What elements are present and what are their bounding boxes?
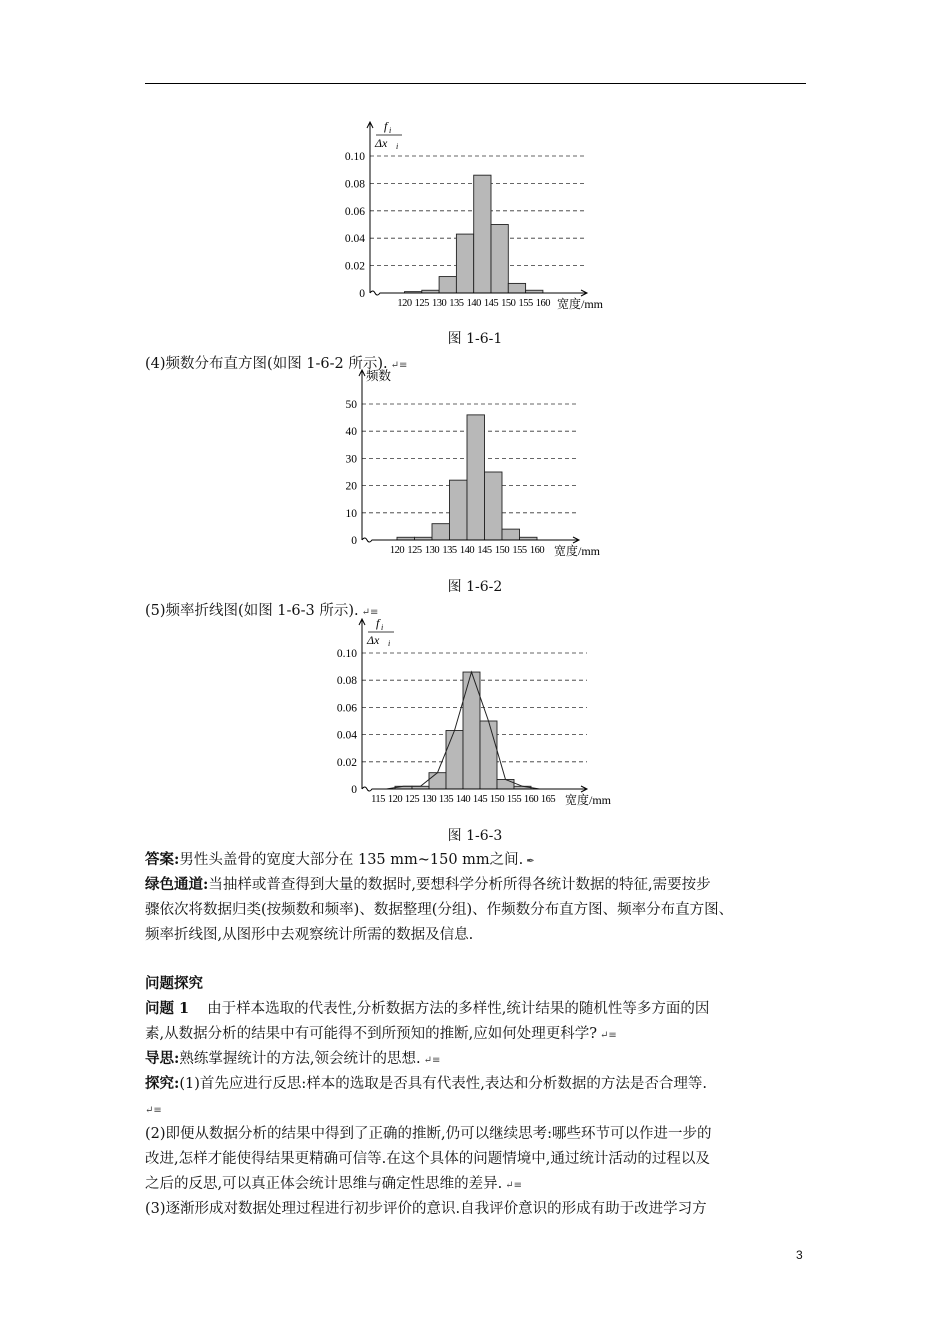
y-axis-label-denominator-sub: i xyxy=(388,639,391,648)
para-2-line-3: 之后的反思,可以真正体会统计思维与确定性思维的差异. ↵≡ xyxy=(145,1176,522,1192)
figure-caption-2: 图 1-6-2 xyxy=(447,579,503,595)
y-tick-label: 0.04 xyxy=(336,729,357,742)
y-tick-label: 0 xyxy=(359,288,365,300)
y-tick-label: 0.10 xyxy=(336,648,357,660)
histogram-bar xyxy=(508,283,525,293)
histogram-bar xyxy=(485,472,503,540)
guide-line: 导思:熟练掌握统计的方法,领会统计的思想. ↵≡ xyxy=(145,1050,441,1067)
y-tick-label: 0.02 xyxy=(344,260,365,273)
y-tick-label: 0.06 xyxy=(336,702,357,715)
y-tick-label: 0.06 xyxy=(344,205,365,218)
x-tick-label: 145 xyxy=(483,298,499,309)
y-axis-label-denominator: Δx xyxy=(375,136,388,150)
green-line-2: 骤依次将数据归类(按频数和频率)、数据整理(分组)、作频数分布直方图、频率分布直方图、 xyxy=(145,902,734,918)
figure-caption-1: 图 1-6-1 xyxy=(447,331,503,347)
histogram-bar xyxy=(491,225,508,294)
x-tick-label: 140 xyxy=(459,545,475,556)
x-tick-label: 165 xyxy=(540,794,556,805)
chart-1-6-3-svg xyxy=(335,617,635,812)
para-2-line-1: (2)即便从数据分析的结果中得到了正确的推断,仍可以继续思考:哪些环节可以作进一步的 xyxy=(145,1126,712,1142)
y-tick-label: 0.10 xyxy=(344,151,365,163)
x-axis-label: 宽度/mm xyxy=(565,793,612,807)
x-tick-label: 135 xyxy=(442,545,457,556)
y-tick-label: 0.04 xyxy=(344,233,365,246)
x-tick-label: 155 xyxy=(506,794,522,805)
x-axis-label: 宽度/mm xyxy=(557,297,604,311)
x-tick-label: 155 xyxy=(518,298,533,309)
x-tick-label: 150 xyxy=(489,794,505,805)
y-axis-label-numerator: f xyxy=(384,120,388,133)
y-tick-label: 0 xyxy=(351,535,357,547)
y-tick-label: 0.02 xyxy=(336,756,357,769)
y-tick-label: 10 xyxy=(345,507,357,520)
histogram-bar xyxy=(429,773,446,789)
answer-line: 答案:男性头盖骨的宽度大部分在 135 mm~150 mm之间. ✒ xyxy=(145,851,535,868)
y-tick-label: 0 xyxy=(351,784,357,796)
histogram-bar xyxy=(467,415,485,540)
x-tick-label: 115 xyxy=(371,794,385,805)
y-axis-label-numerator: f xyxy=(376,617,380,630)
x-tick-label: 160 xyxy=(535,298,551,309)
histogram-bar xyxy=(497,779,514,789)
explore-line-1: 探究:(1)首先应进行反思:样本的选取是否具有代表性,表达和分析数据的方法是否合理等. xyxy=(145,1075,707,1092)
x-tick-label: 120 xyxy=(389,545,405,556)
green-line-3: 频率折线图,从图形中去观察统计所需的数据及信息. xyxy=(145,927,474,943)
x-tick-label: 125 xyxy=(404,794,420,805)
line-item-5: (5)频率折线图(如图 1-6-3 所示). ↵≡ xyxy=(145,603,379,619)
chart-1-6-1-svg xyxy=(335,120,635,315)
x-tick-label: 125 xyxy=(407,545,422,556)
y-axis-label-denominator-sub: i xyxy=(396,142,399,151)
section-heading: 问题探究 xyxy=(145,975,203,992)
para-3-line-1: (3)逐渐形成对数据处理过程进行初步评价的意识.自我评价意识的形成有助于改进学习方 xyxy=(145,1201,707,1217)
chart-1-6-3 xyxy=(335,617,635,812)
x-tick-label: 130 xyxy=(424,545,440,556)
histogram-bar xyxy=(446,731,463,789)
y-tick-label: 0.08 xyxy=(336,675,357,688)
histogram-bar xyxy=(439,277,456,293)
x-tick-label: 140 xyxy=(455,794,471,805)
histogram-bar xyxy=(456,234,473,293)
x-tick-label: 160 xyxy=(529,545,545,556)
x-tick-label: 130 xyxy=(431,298,447,309)
x-tick-label: 135 xyxy=(438,794,454,805)
x-tick-label: 155 xyxy=(512,545,527,556)
x-tick-label: 130 xyxy=(421,794,437,805)
y-axis-label-numerator-sub: i xyxy=(389,126,392,135)
x-tick-label: 150 xyxy=(494,545,510,556)
y-tick-label: 30 xyxy=(345,453,357,466)
histogram-bar xyxy=(474,175,491,293)
x-tick-label: 145 xyxy=(477,545,492,556)
chart-1-6-2 xyxy=(335,368,635,560)
green-line-1: 绿色通道:当抽样或普查得到大量的数据时,要想科学分析所得各统计数据的特征,需要按步 xyxy=(145,876,711,893)
y-axis-label-numerator-sub: i xyxy=(381,623,384,632)
x-axis-label: 宽度/mm xyxy=(554,544,601,558)
histogram-bar xyxy=(450,480,468,540)
y-tick-label: 20 xyxy=(345,480,357,493)
x-tick-label: 120 xyxy=(387,794,403,805)
y-axis-label-denominator: Δx xyxy=(367,633,380,647)
x-tick-label: 145 xyxy=(472,794,488,805)
figure-caption-3: 图 1-6-3 xyxy=(447,828,503,844)
x-tick-label: 160 xyxy=(523,794,539,805)
para-2-line-2: 改进,怎样才能使得结果更精确可信等.在这个具体的问题情境中,通过统计活动的过程以及 xyxy=(145,1151,710,1167)
question-1-line-2: 素,从数据分析的结果中有可能得不到所预知的推断,应如何处理更科学? ↵≡ xyxy=(145,1026,617,1042)
y-tick-label: 40 xyxy=(345,426,357,439)
page-number: 3 xyxy=(796,1248,803,1262)
y-tick-label: 50 xyxy=(345,399,357,411)
x-tick-label: 125 xyxy=(414,298,429,309)
x-tick-label: 135 xyxy=(449,298,464,309)
y-tick-label: 0.08 xyxy=(344,178,365,191)
x-tick-label: 120 xyxy=(397,298,412,309)
explore-mark: ↵≡ xyxy=(145,1105,162,1116)
histogram-bar xyxy=(480,721,497,789)
question-1-line-1: 问题 1 由于样本选取的代表性,分析数据方法的多样性,统计结果的随机性等多方面的因 xyxy=(145,1000,710,1017)
histogram-bar xyxy=(502,529,520,540)
y-axis-label: 频数 xyxy=(366,369,392,383)
line-item-4: (4)频数分布直方图(如图 1-6-2 所示). ↵≡ xyxy=(145,356,408,372)
chart-1-6-2-svg xyxy=(335,368,635,560)
x-tick-label: 140 xyxy=(466,298,481,309)
header-rule xyxy=(145,83,806,84)
x-tick-label: 150 xyxy=(501,298,516,309)
chart-1-6-1 xyxy=(335,120,635,315)
histogram-bar xyxy=(432,524,450,540)
